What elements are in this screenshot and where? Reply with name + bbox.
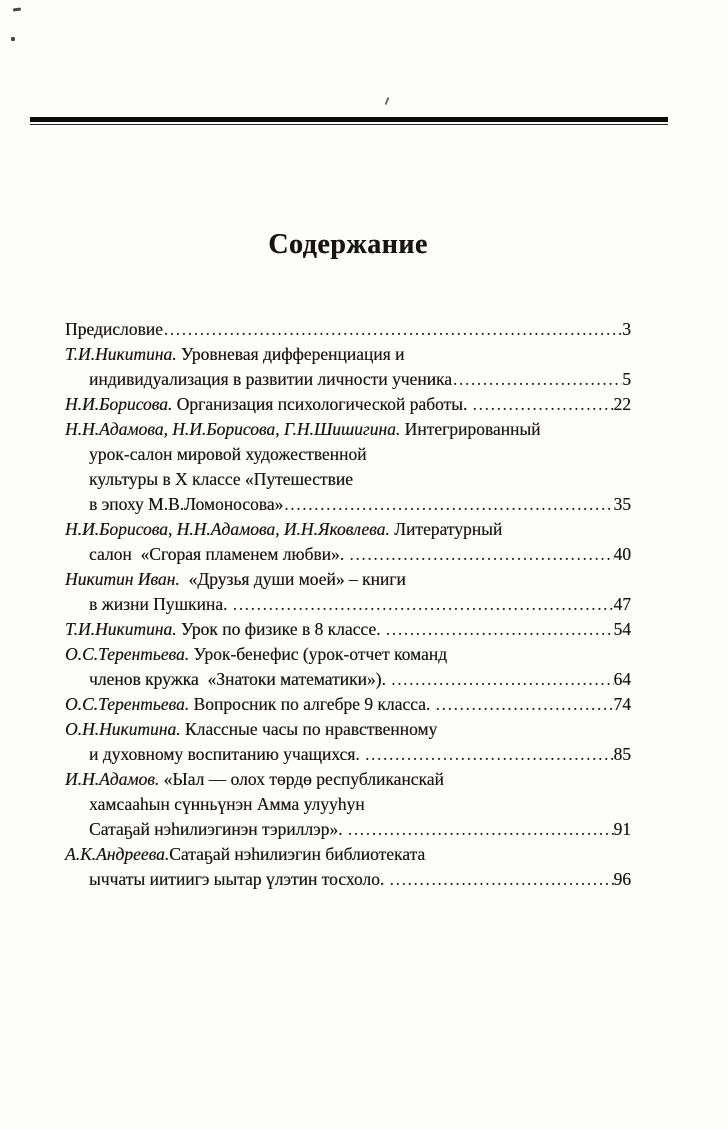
- dot-leader: [364, 742, 613, 767]
- toc-author: А.К.Андреева.: [65, 844, 170, 864]
- toc-line: [65, 717, 631, 742]
- dot-leader: [347, 817, 614, 842]
- toc-page-number: 47: [613, 594, 631, 614]
- toc-author: Никитин Иван.: [65, 569, 180, 589]
- toc-entry-text: членов кружка «Знатоки математики»).: [89, 669, 391, 689]
- table-of-contents: [65, 317, 631, 892]
- toc-author: Н.И.Борисова.: [65, 394, 173, 414]
- dot-leader: [385, 617, 614, 642]
- toc-line: [65, 492, 631, 517]
- scan-speck: [11, 37, 15, 41]
- toc-line: [65, 667, 631, 692]
- header-double-rule: [30, 117, 668, 125]
- toc-entry-text: урок-салон мировой художественной: [89, 444, 367, 464]
- toc-entry-text: культуры в X классе «Путешествие: [89, 469, 353, 489]
- toc-line: [65, 817, 631, 842]
- toc-entry-text: в жизни Пушкина.: [89, 594, 232, 614]
- toc-entry-text: Литературный: [389, 519, 503, 539]
- toc-entry-text: салон «Сгорая пламенем любви».: [89, 544, 349, 564]
- toc-line: [65, 442, 631, 467]
- toc-line: [65, 692, 631, 717]
- dot-leader: [452, 367, 622, 392]
- dot-leader: [348, 542, 613, 567]
- dot-leader: [163, 317, 622, 342]
- toc-entry-text: Сатаҕай нэһилиэгинэн тэриллэр».: [89, 819, 347, 839]
- toc-page-number: 96: [613, 869, 631, 889]
- toc-entry-text: хамсааһын сүнньүнэн Амма улууһун: [89, 794, 365, 814]
- page-title: Содержание: [268, 229, 428, 260]
- toc-author: О.Н.Никитина.: [65, 719, 181, 739]
- toc-author: Н.Н.Адамова, Н.И.Борисова, Г.Н.Шишигина.: [65, 419, 401, 439]
- dot-leader: [283, 492, 613, 517]
- toc-author: О.С.Терентьева.: [65, 644, 190, 664]
- toc-page-number: 54: [613, 619, 631, 639]
- toc-author: Т.И.Никитина.: [65, 344, 177, 364]
- toc-author: О.С.Терентьева.: [65, 694, 190, 714]
- toc-line: [65, 792, 631, 817]
- toc-page-number: 85: [613, 744, 631, 764]
- toc-entry-text: Уровневая дифференциация и: [176, 344, 405, 364]
- toc-author: Н.И.Борисова, Н.Н.Адамова, И.Н.Яковлева.: [65, 519, 390, 539]
- toc-line: [65, 867, 631, 892]
- dot-leader: [232, 592, 614, 617]
- toc-page-number: 3: [622, 319, 631, 339]
- toc-entry-text: Предисловие: [65, 319, 163, 339]
- toc-line: [65, 467, 631, 492]
- toc-line: [65, 742, 631, 767]
- dot-leader: [472, 392, 614, 417]
- toc-line: [65, 417, 631, 442]
- toc-entry-text: ыччаты иитиигэ ыытар үлэтин тосхоло.: [89, 869, 389, 889]
- dot-leader: [389, 867, 614, 892]
- toc-line: [65, 542, 631, 567]
- toc-page-number: 91: [613, 819, 631, 839]
- toc-entry-text: Вопросник по алгебре 9 класса.: [189, 694, 435, 714]
- toc-entry-text: Интегрированный: [400, 419, 541, 439]
- toc-line: [65, 617, 631, 642]
- toc-page-number: 22: [613, 394, 631, 414]
- toc-line: [65, 842, 631, 867]
- toc-entry-text: «Друзья души моей» – книги: [179, 569, 406, 589]
- scan-speck: [385, 97, 390, 105]
- toc-line: [65, 317, 631, 342]
- toc-page-number: 64: [613, 669, 631, 689]
- toc-line: [65, 342, 631, 367]
- toc-line: [65, 567, 631, 592]
- toc-line: [65, 767, 631, 792]
- toc-entry-text: Урок по физике в 8 классе.: [176, 619, 385, 639]
- toc-entry-text: и духовному воспитанию учащихся.: [89, 744, 365, 764]
- toc-author: И.Н.Адамов.: [65, 769, 160, 789]
- toc-line: [65, 592, 631, 617]
- toc-page-number: 40: [613, 544, 631, 564]
- dot-leader: [435, 692, 614, 717]
- toc-page-number: 74: [613, 694, 631, 714]
- toc-entry-text: в эпоху М.В.Ломоносова»: [89, 494, 284, 514]
- toc-author: Т.И.Никитина.: [65, 619, 177, 639]
- scan-speck: [13, 7, 21, 11]
- toc-entry-text: индивидуализация в развитии личности ученика: [89, 369, 453, 389]
- toc-line: [65, 392, 631, 417]
- toc-entry-text: «Ыал — олох төрдө республиканскай: [159, 769, 444, 789]
- dot-leader: [390, 667, 613, 692]
- toc-page-number: 5: [622, 369, 631, 389]
- toc-entry-text: Урок-бенефис (урок-отчет команд: [189, 644, 447, 664]
- toc-page-number: 35: [613, 494, 631, 514]
- toc-line: [65, 642, 631, 667]
- toc-entry-text: Классные часы по нравственному: [180, 719, 438, 739]
- toc-line: [65, 517, 631, 542]
- toc-line: [65, 367, 631, 392]
- toc-entry-text: Сатаҕай нэһилиэгин библиотеката: [169, 844, 426, 864]
- toc-entry-text: Организация психологической работы.: [172, 394, 472, 414]
